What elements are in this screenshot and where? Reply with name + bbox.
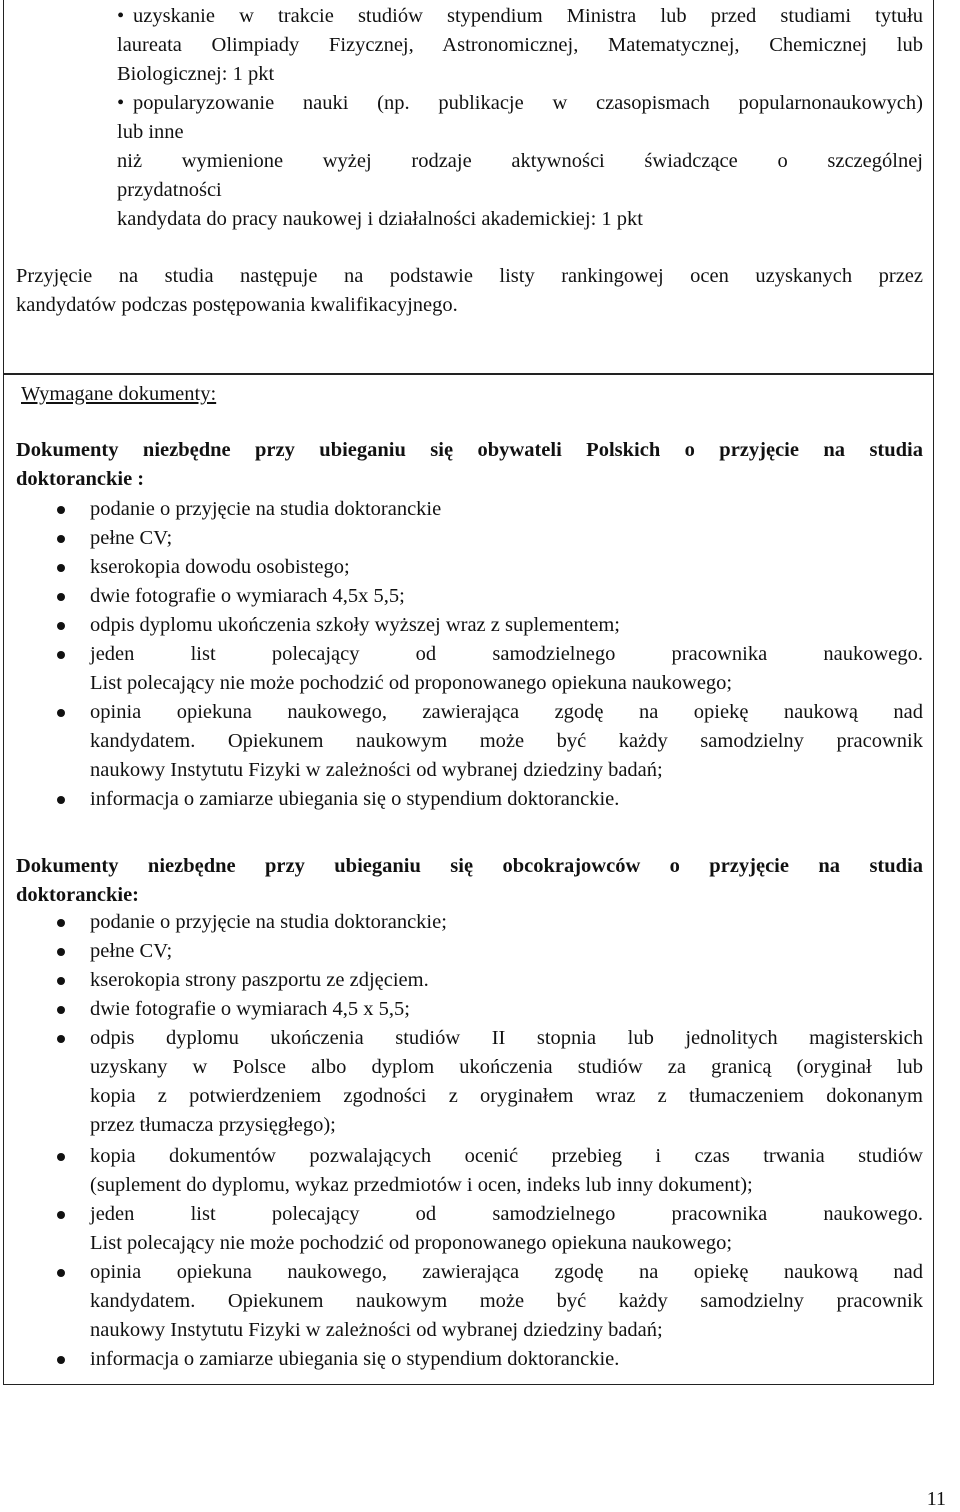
- section-heading: doktoranckie :: [16, 468, 145, 490]
- bullet-dot: [57, 593, 65, 601]
- page-number: 11: [926, 1488, 946, 1510]
- criterion-line: niż wymienione wyżej rodzaje aktywności świadczące o szczególnej: [117, 150, 923, 172]
- list-item: kserokopia dowodu osobistego;: [90, 556, 350, 578]
- list-item: podanie o przyjęcie na studia doktoranckie: [90, 498, 442, 520]
- bullet-dot: [57, 948, 65, 956]
- section-heading: doktoranckie:: [16, 884, 139, 906]
- list-item: odpis dyplomu ukończenia studiów II stopnia lub jednolitych magisterskich: [90, 1027, 923, 1049]
- list-item: naukowy Instytutu Fizyki w zależności od wybranej dziedziny badań;: [90, 1319, 663, 1341]
- list-item: (suplement do dyplomu, wykaz przedmiotów i ocen, indeks lub inny dokument);: [90, 1174, 753, 1196]
- list-item: informacja o zamiarze ubiegania się o stypendium doktoranckie.: [90, 1348, 620, 1370]
- criterion-line: lub inne: [117, 121, 184, 143]
- criterion-line: kandydata do pracy naukowej i działalności akademickiej: 1 pkt: [117, 208, 643, 230]
- admission-text: Przyjęcie na studia następuje na podstawie listy rankingowej ocen uzyskanych przez: [16, 265, 923, 287]
- list-item: naukowy Instytutu Fizyki w zależności od wybranej dziedziny badań;: [90, 759, 663, 781]
- criterion-line: przydatności: [117, 179, 222, 201]
- bullet-dot: [57, 622, 65, 630]
- list-item: odpis dyplomu ukończenia szkoły wyższej wraz z suplementem;: [90, 614, 621, 636]
- bullet-dot: [57, 535, 65, 543]
- bullet-dot: [57, 1269, 65, 1277]
- list-item: jeden list polecający od samodzielnego pracownika naukowego.: [90, 1203, 923, 1225]
- criterion-line: laureata Olimpiady Fizycznej, Astronomicznej, Matematycznej, Chemicznej lub: [117, 34, 923, 56]
- list-item: List polecający nie może pochodzić od proponowanego opiekuna naukowego;: [90, 1232, 733, 1254]
- bullet-dot: [57, 977, 65, 985]
- bullet-dot: [57, 796, 65, 804]
- section-heading: Dokumenty niezbędne przy ubieganiu się obcokrajowców o przyjęcie na studia: [16, 855, 923, 877]
- list-item: kandydatem. Opiekunem naukowym może być każdy samodzielny pracownik: [90, 730, 923, 752]
- bullet-char: •: [117, 5, 125, 27]
- list-item: podanie o przyjęcie na studia doktoranckie;: [90, 911, 447, 933]
- documents-header: Wymagane dokumenty:: [21, 383, 217, 405]
- list-item: przez tłumacza przysięgłego);: [90, 1114, 336, 1136]
- list-item: uzyskany w Polsce albo dyplom ukończenia studiów za granicą (oryginał lub: [90, 1056, 923, 1078]
- bullet-dot: [57, 506, 65, 514]
- list-item: informacja o zamiarze ubiegania się o stypendium doktoranckie.: [90, 788, 620, 810]
- bullet-dot: [57, 709, 65, 717]
- bullet-dot: [57, 919, 65, 927]
- bullet-dot: [57, 1153, 65, 1161]
- bullet-dot: [57, 1211, 65, 1219]
- list-item: kopia z potwierdzeniem zgodności z oryginałem wraz z tłumaczeniem dokonanym: [90, 1085, 923, 1107]
- bullet-dot: [57, 1356, 65, 1364]
- list-item: jeden list polecający od samodzielnego pracownika naukowego.: [90, 643, 923, 665]
- criterion-line: popularyzowanie nauki (np. publikacje w czasopismach popularnonaukowych): [133, 92, 923, 114]
- bullet-char: •: [117, 92, 125, 114]
- bullet-dot: [57, 1006, 65, 1014]
- list-item: dwie fotografie o wymiarach 4,5 x 5,5;: [90, 998, 410, 1020]
- bullet-dot: [57, 651, 65, 659]
- list-item: dwie fotografie o wymiarach 4,5x 5,5;: [90, 585, 405, 607]
- list-item: pełne CV;: [90, 940, 173, 962]
- bullet-dot: [57, 1035, 65, 1043]
- list-item: opinia opiekuna naukowego, zawierająca zgodę na opiekę naukową nad: [90, 1261, 923, 1283]
- section-heading: Dokumenty niezbędne przy ubieganiu się obywateli Polskich o przyjęcie na studia: [16, 439, 923, 461]
- list-item: kserokopia strony paszportu ze zdjęciem.: [90, 969, 429, 991]
- criterion-line: uzyskanie w trakcie studiów stypendium Ministra lub przed studiami tytułu: [133, 5, 923, 27]
- list-item: kopia dokumentów pozwalających ocenić przebieg i czas trwania studiów: [90, 1145, 923, 1167]
- list-item: opinia opiekuna naukowego, zawierająca zgodę na opiekę naukową nad: [90, 701, 923, 723]
- list-item: pełne CV;: [90, 527, 173, 549]
- admission-text: kandydatów podczas postępowania kwalifikacyjnego.: [16, 294, 458, 316]
- list-item: kandydatem. Opiekunem naukowym może być każdy samodzielny pracownik: [90, 1290, 923, 1312]
- bullet-dot: [57, 564, 65, 572]
- list-item: List polecający nie może pochodzić od proponowanego opiekuna naukowego;: [90, 672, 733, 694]
- criterion-line: Biologicznej: 1 pkt: [117, 63, 275, 85]
